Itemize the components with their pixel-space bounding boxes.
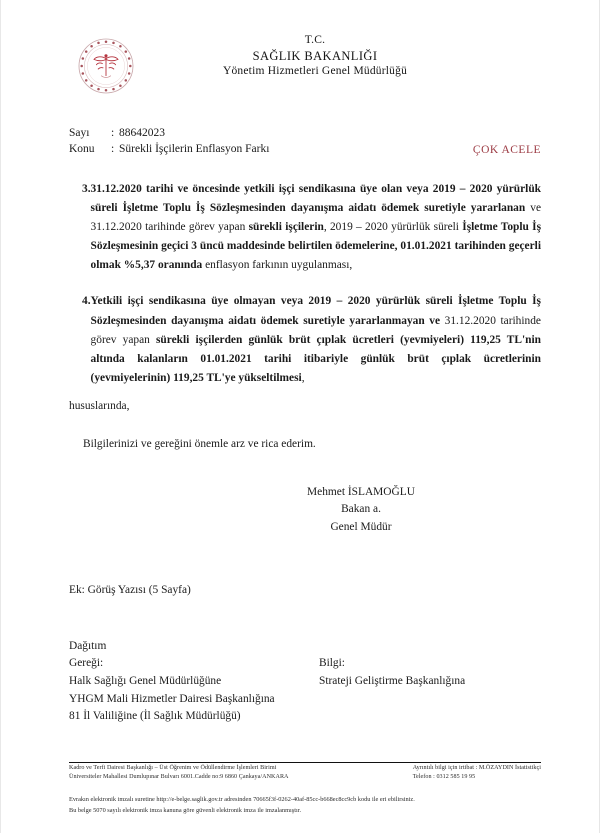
meta-row-konu: [69, 141, 541, 157]
signer-on-behalf: Bakan a.: [341, 503, 381, 516]
document-body: [1, 180, 599, 451]
signer-title: Genel Müdür: [330, 520, 392, 533]
esignature-law-line: Bu belge 5070 sayılı elektronik imza kanuna göre güvenli elektronik imza ile imzalanmıştır.: [69, 807, 302, 815]
ministry-name: SAĞLIK BAKANLIĞI: [252, 48, 378, 63]
sayi-separator: :: [111, 127, 115, 139]
distribution-gerekli-column: [69, 655, 319, 726]
meta-row-sayi: [69, 125, 541, 141]
konu-label: Konu: [69, 143, 95, 156]
list-item: YHGM Mali Hizmetler Dairesi Başkanlığına: [69, 692, 275, 705]
konu-value: Sürekli İşçilerin Enflasyon Farkı: [119, 143, 270, 156]
sayi-label: Sayı: [69, 127, 90, 139]
gerekli-label: Gereği:: [69, 657, 104, 670]
footer-contact-block: [403, 764, 541, 784]
footer-phone: Telefon : 0312 585 19 95: [412, 774, 476, 781]
distribution-title: Dağıtım: [69, 639, 107, 652]
distribution-block: [1, 638, 599, 726]
attachment-note: Ek: Görüş Yazısı (5 Sayfa): [69, 583, 191, 596]
signature-block: [1, 484, 599, 535]
footer-unit-line: Kadro ve Terfi Dairesi Başkanlığı – Üst Öğrenim ve Ödüllendirme İşlemleri Birimi: [69, 764, 277, 771]
clause-item: [69, 180, 541, 276]
document-meta: [1, 125, 599, 158]
clause-number: 4.: [82, 295, 91, 308]
clause-item: [69, 292, 541, 388]
turkish-health-ministry-seal-icon: [75, 36, 137, 96]
clause-number: 3.: [82, 182, 91, 195]
footer-divider: [69, 762, 541, 763]
list-item: Strateji Geliştirme Başkanlığına: [319, 675, 466, 688]
sayi-value: 88642023: [119, 127, 165, 139]
esignature-note: [69, 795, 541, 817]
list-item: 81 İl Valiliğine (İl Sağlık Müdürlüğü): [69, 710, 241, 723]
signer-name: Mehmet İSLAMOĞLU: [307, 486, 415, 499]
konu-separator: :: [111, 143, 115, 156]
urgency-stamp: ÇOK ACELE: [472, 144, 541, 156]
document-footer: [1, 762, 599, 817]
list-item: Halk Sağlığı Genel Müdürlüğüne: [69, 675, 222, 688]
clause-text: Yetkili işçi sendikasına üye olmayan veya 2019 – 2020 yürürlük süreli İşletme Toplu İş Sözleşmesinden dayanışma aidatı ödemek suretiyle yararlanmayan ve 31.12.2020 tarihinde görev yapan sürekli işçilerden günlük brüt çıplak ücretleri (yevmiyeleri) 119,25 TL'nin altında kalanların 01.01.2021 tarihi itibariyle günlük brüt çıplak ücretlerinin (yevmiyelerinin) 119,25 TL'ye yükseltilmesi,: [90, 295, 541, 385]
request-line: Bilgilerinizi ve gereğini önemle arz ve rica ederim.: [83, 438, 316, 451]
directorate-name: Yönetim Hizmetleri Genel Müdürlüğü: [222, 64, 408, 77]
footer-contact-person: Ayrıntılı bilgi için irtibat : M.ÖZAYDIN İstatistikçi: [412, 764, 541, 771]
esignature-url-line: Evrakın elektronik imzalı suretine http://e-belge.saglik.gov.tr adresinden 70665f3f-0262-40af-85cc-b668ec8cc9cb kodu ile eri ebilirsiniz.: [69, 796, 415, 804]
clause-text: 31.12.2020 tarihi ve öncesinde yetkili işçi sendikasına üye olan veya 2019 – 2020 yürürlük süreli İşletme Toplu İş Sözleşmesinden dayanışma aidatı ödemek suretiyle yararlanan ve 31.12.2020 tarihinde görev yapan sürekli işçilerin, 2019 – 2020 yürürlük süreli İşletme Toplu İş Sözleşmesinin geçici 3 üncü maddesinde belirtilen ödemelerine, 01.01.2021 tarihinden geçerli olmak %5,37 oranında enflasyon farkının uygulanması,: [90, 182, 542, 272]
footer-address-line: Üniversiteler Mahallesi Dumlupınar Bulvarı 6001.Cadde no:9 6860 Çankaya/ANKARA: [69, 774, 289, 781]
country-code: T.C.: [304, 34, 326, 46]
document-header: [1, 0, 599, 105]
distribution-bilgi-column: [319, 655, 541, 726]
hususlarinda-line: hususlarında,: [69, 400, 130, 413]
bilgi-label: Bilgi:: [319, 657, 345, 670]
footer-address-block: [69, 764, 403, 784]
